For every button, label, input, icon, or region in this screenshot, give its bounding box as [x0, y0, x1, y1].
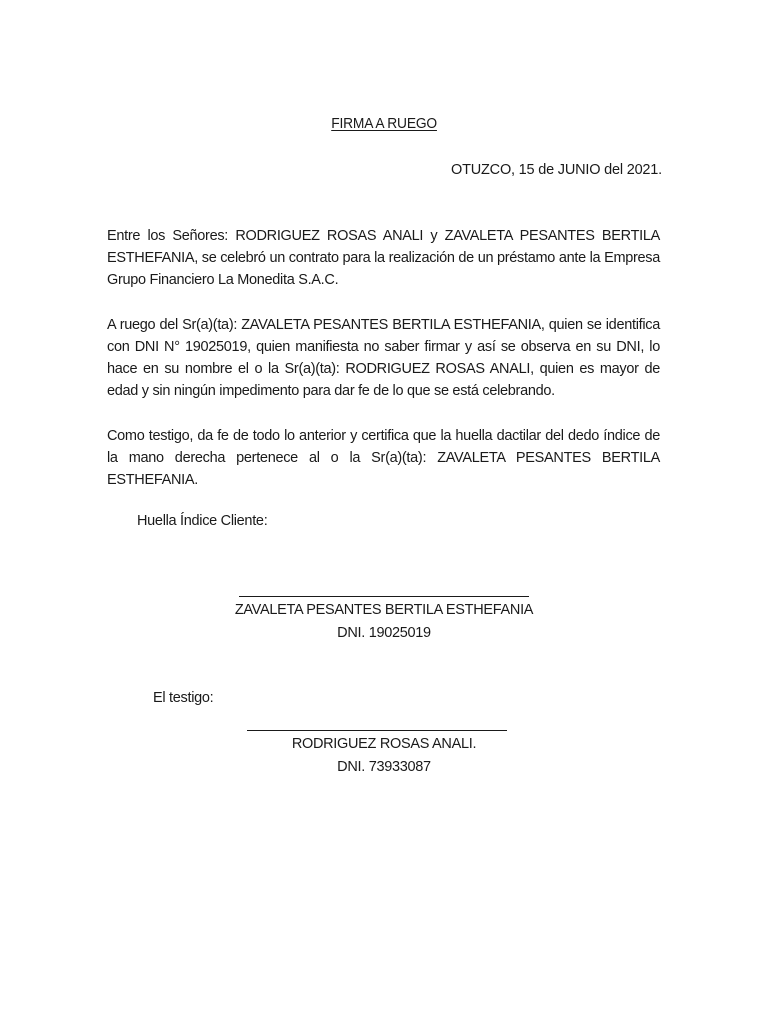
- paragraph-contract: Entre los Señores: RODRIGUEZ ROSAS ANALI y ZAVALETA PESANTES BERTILA ESTHEFANIA, se celebró un contrato para la realización de un préstamo ante la Empresa Grupo Financiero La Monedita S.A.C.: [107, 228, 660, 288]
- client-signature-line: [239, 596, 529, 597]
- witness-signature-line: [247, 730, 507, 731]
- witness-name: RODRIGUEZ ROSAS ANALI.: [291, 736, 477, 752]
- client-name: ZAVALETA PESANTES BERTILA ESTHEFANIA: [234, 602, 534, 618]
- paragraph-request: A ruego del Sr(a)(ta): ZAVALETA PESANTES BERTILA ESTHEFANIA, quien se identifica con DNI N° 19025019, quien manifiesta no saber firmar y así se observa en su DNI, lo hace en su nombre el o la Sr(a)(ta): RODRIGUEZ ROSAS ANALI, quien es mayor de edad y sin ningún impedimento para dar fe de lo que se está celebrando.: [107, 317, 660, 399]
- document-title: FIRMA A RUEGO: [331, 115, 437, 132]
- witness-label: El testigo:: [153, 690, 214, 706]
- fingerprint-label: Huella Índice Cliente:: [137, 513, 268, 529]
- witness-dni: DNI. 73933087: [337, 759, 431, 775]
- client-dni: DNI. 19025019: [337, 625, 431, 641]
- paragraph-witness-statement: Como testigo, da fe de todo lo anterior y certifica que la huella dactilar del dedo índice de la mano derecha pertenece al o la Sr(a)(ta): ZAVALETA PESANTES BERTILA ESTHEFANIA.: [107, 428, 660, 488]
- place-date: OTUZCO, 15 de JUNIO del 2021.: [451, 162, 662, 178]
